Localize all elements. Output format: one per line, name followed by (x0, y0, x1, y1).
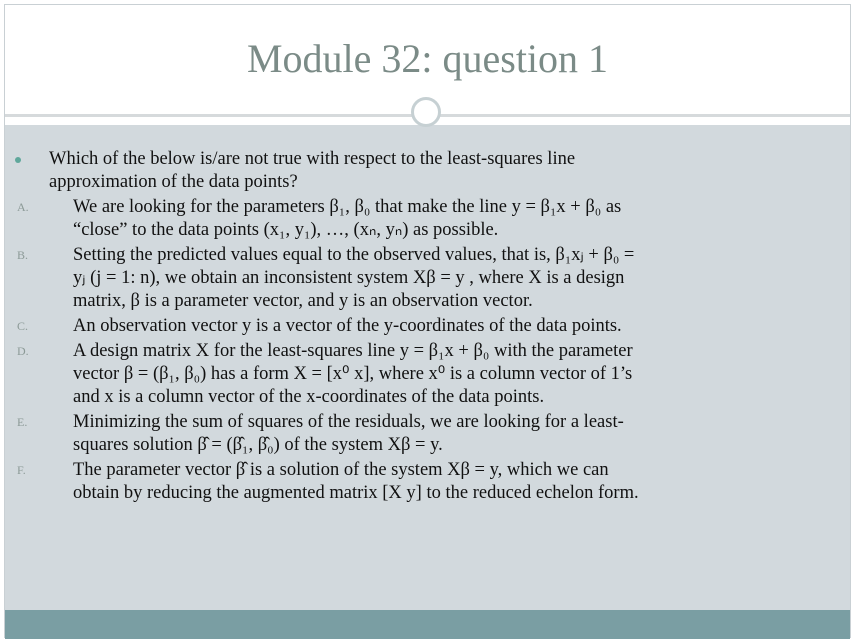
option-f (15, 459, 830, 505)
option-d (15, 340, 830, 409)
option-line: Minimizing the sum of squares of the residuals, we are looking for a least- (73, 412, 624, 432)
option-c (15, 315, 830, 338)
option-line: matrix, β is a parameter vector, and y is an observation vector. (73, 291, 533, 311)
option-line: yⱼ (j = 1: n), we obtain an inconsistent system Xβ = y , where X is a design (73, 268, 625, 288)
option-e (15, 411, 830, 457)
option-letter: B. (17, 248, 29, 262)
option-line: “close” to the data points (x₁, y₁), …, (xₙ, yₙ) as possible. (73, 220, 499, 240)
option-line: obtain by reducing the augmented matrix [X y] to the reduced echelon form. (73, 483, 639, 503)
option-line: We are looking for the parameters β₁, β₀ that make the line y = β₁x + β₀ as (73, 197, 622, 217)
option-letter: A. (17, 200, 29, 214)
option-line: A design matrix X for the least-squares line y = β₁x + β₀ with the parameter (73, 341, 633, 361)
option-letter: F. (17, 463, 26, 477)
option-line: The parameter vector β̂ is a solution of the system Xβ = y, which we can (73, 460, 609, 480)
option-line: Setting the predicted values equal to the observed values, that is, β₁xⱼ + β₀ = (73, 245, 635, 265)
option-a (15, 196, 830, 242)
circle-ornament-icon (411, 97, 441, 127)
option-line: vector β = (β₁, β₀) has a form X = [x⁰ x], where x⁰ is a column vector of 1’s (73, 364, 633, 384)
option-letter: D. (17, 344, 29, 358)
option-line: squares solution β̂ = (β̂₁, β̂₀) of the system Xβ = y. (73, 435, 443, 455)
option-b (15, 244, 830, 313)
option-letter: E. (17, 415, 28, 429)
question-text (15, 148, 830, 194)
question-content (15, 148, 830, 507)
slide-title: Module 32: question 1 (246, 36, 609, 81)
bottom-bar (5, 610, 850, 639)
question-line: approximation of the data points? (49, 172, 298, 192)
option-letter: C. (17, 319, 29, 333)
option-line: An observation vector y is a vector of the y-coordinates of the data points. (73, 316, 622, 336)
option-line: and x is a column vector of the x-coordinates of the data points. (73, 387, 545, 407)
question-line: Which of the below is/are not true with respect to the least-squares line (49, 149, 576, 169)
bullet-icon (15, 157, 21, 163)
